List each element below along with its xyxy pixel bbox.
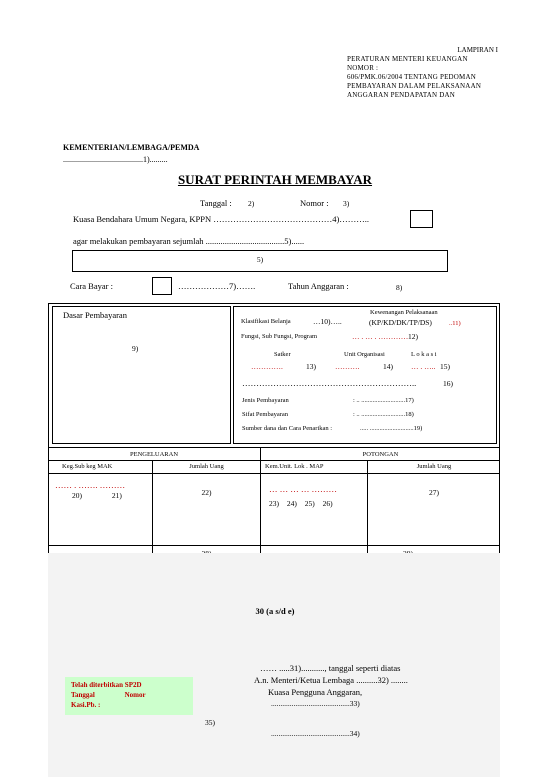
unit-dots: ………. xyxy=(335,362,360,371)
signer-line-3: Kuasa Pengguna Anggaran, xyxy=(268,687,363,697)
sifat-pembayaran-value: : .. ...........................18) xyxy=(353,411,414,418)
row-right-dots: … … … … ……… xyxy=(269,484,337,494)
dasar-pembayaran-panel xyxy=(52,306,231,444)
tanggal-label: Tanggal : xyxy=(200,198,232,208)
note-30: 30 (a s/d e) xyxy=(255,606,295,616)
sumber-dana-value: ..... ...........................19) xyxy=(360,425,423,432)
cara-bayar-label: Cara Bayar : xyxy=(70,281,113,291)
signer-dots-1: ..........................................33) xyxy=(271,699,360,708)
lokasi-label: L o k a s i xyxy=(411,351,437,358)
amount-ref: 5) xyxy=(256,255,264,264)
peraturan-line: PERATURAN MENTERI KEUANGAN xyxy=(347,55,468,63)
pengeluaran-header: PENGELUARAN xyxy=(129,451,179,458)
kewenangan-codes: (KP/KD/DK/TP/DS) xyxy=(369,318,432,327)
row-left-dots: …… . ……. ……… xyxy=(55,480,126,490)
row-jumlah-2-ref: 27) xyxy=(429,488,439,497)
unit-organisasi-label: Unit Organisasi xyxy=(344,351,385,358)
tahun-anggaran-label: Tahun Anggaran : xyxy=(288,281,349,291)
unit-ref: 14) xyxy=(383,362,393,371)
kppn-checkbox[interactable] xyxy=(410,210,433,228)
tahun-anggaran-ref: 8) xyxy=(396,283,403,292)
row-jumlah-ref: 22) xyxy=(201,488,212,497)
lampiran-label: LAMPIRAN I xyxy=(457,46,498,54)
long-ref: 16) xyxy=(443,379,453,388)
cara-bayar-ref: ………………7)……. xyxy=(178,281,256,291)
agar-text: agar melakukan pembayaran sejumlah .....................................5)...... xyxy=(73,236,305,246)
sumber-dana-label: Sumber dana dan Cara Penarikan : xyxy=(242,425,333,432)
signer-line-2: A.n. Menteri/Ketua Lembaga ..........32) ........ xyxy=(254,675,408,685)
page-title: SURAT PERINTAH MEMBAYAR xyxy=(177,172,373,187)
col-kem-header: Kem.Unit. Lok . MAP xyxy=(265,463,324,470)
ministry-label: KEMENTERIAN/LEMBAGA/PEMDA xyxy=(63,143,200,152)
satker-ref: 13) xyxy=(306,362,316,371)
fungsi-dots: … . … . ………… xyxy=(352,332,409,341)
fungsi-ref: 12) xyxy=(408,332,418,341)
potongan-header: POTONGAN xyxy=(362,451,399,458)
jenis-pembayaran-label: Jenis Pembayaran xyxy=(242,397,289,404)
tanggal-ref: 2) xyxy=(248,199,255,208)
satker-label: Satker xyxy=(274,351,291,358)
fungsi-label: Fungsi, Sub Fungsi, Program xyxy=(241,333,318,340)
col-jumlah-uang-2-header: Jumlah Uang xyxy=(416,463,452,470)
sp2d-line-3: Kasi.Pb. : xyxy=(71,701,101,709)
row-left-refs: 20) 21) xyxy=(72,491,122,500)
peraturan-line: NOMOR : xyxy=(347,64,379,72)
peraturan-block xyxy=(347,55,495,100)
sp2d-line-2: Tanggal Nomor xyxy=(71,691,146,699)
kuasa-bendahara: Kuasa Bendahara Umum Negara, KPPN ……………………………………4)……….. xyxy=(73,214,370,224)
kewenangan-label: Kewenangan Pelaksanaan xyxy=(370,309,438,316)
cara-bayar-checkbox[interactable] xyxy=(152,277,172,295)
klasifikasi-label: Klasifikasi Belanja xyxy=(241,318,291,325)
long-dots: …………………………………………………….. xyxy=(242,378,417,388)
peraturan-line: ANGGARAN PENDAPATAN DAN xyxy=(347,91,456,99)
ministry-ref: ........................................1)......... xyxy=(63,155,168,164)
dasar-ref: 9) xyxy=(132,344,139,353)
amount-field[interactable] xyxy=(72,250,448,272)
col-jumlah-uang-header: Jumlah Uang xyxy=(189,463,224,470)
sp2d-line-1: Telah diterbitkan SP2D xyxy=(71,681,142,689)
signer-line-1: …… .....31)..........., tanggal seperti diatas xyxy=(260,663,401,673)
row-right-refs: 23) 24) 25) 26) xyxy=(269,499,333,508)
klasifikasi-ref: …10)….. xyxy=(313,317,342,326)
nomor-label: Nomor : xyxy=(300,198,329,208)
lokasi-ref: 15) xyxy=(440,362,450,371)
ref-35: 35) xyxy=(205,718,215,727)
lokasi-dots: … . ….. xyxy=(411,362,436,371)
signer-dots-2: ..........................................34) xyxy=(271,729,360,738)
jenis-pembayaran-value: : .. ...........................17) xyxy=(353,397,414,404)
col-keg-header: Keg.Sub keg MAK xyxy=(62,463,113,470)
dasar-label: Dasar Pembayaran xyxy=(63,310,127,320)
peraturan-line: PEMBAYARAN DALAM PELAKSANAAN xyxy=(347,82,482,90)
satker-dots: …………. xyxy=(251,362,283,371)
peraturan-line: 606/PMK.06/2004 TENTANG PEDOMAN xyxy=(347,73,476,81)
nomor-ref: 3) xyxy=(343,199,350,208)
sifat-pembayaran-label: Sifat Pembayaran xyxy=(242,411,289,418)
sp2d-stamp xyxy=(65,677,193,715)
kewenangan-ref: ..11) xyxy=(449,320,461,327)
